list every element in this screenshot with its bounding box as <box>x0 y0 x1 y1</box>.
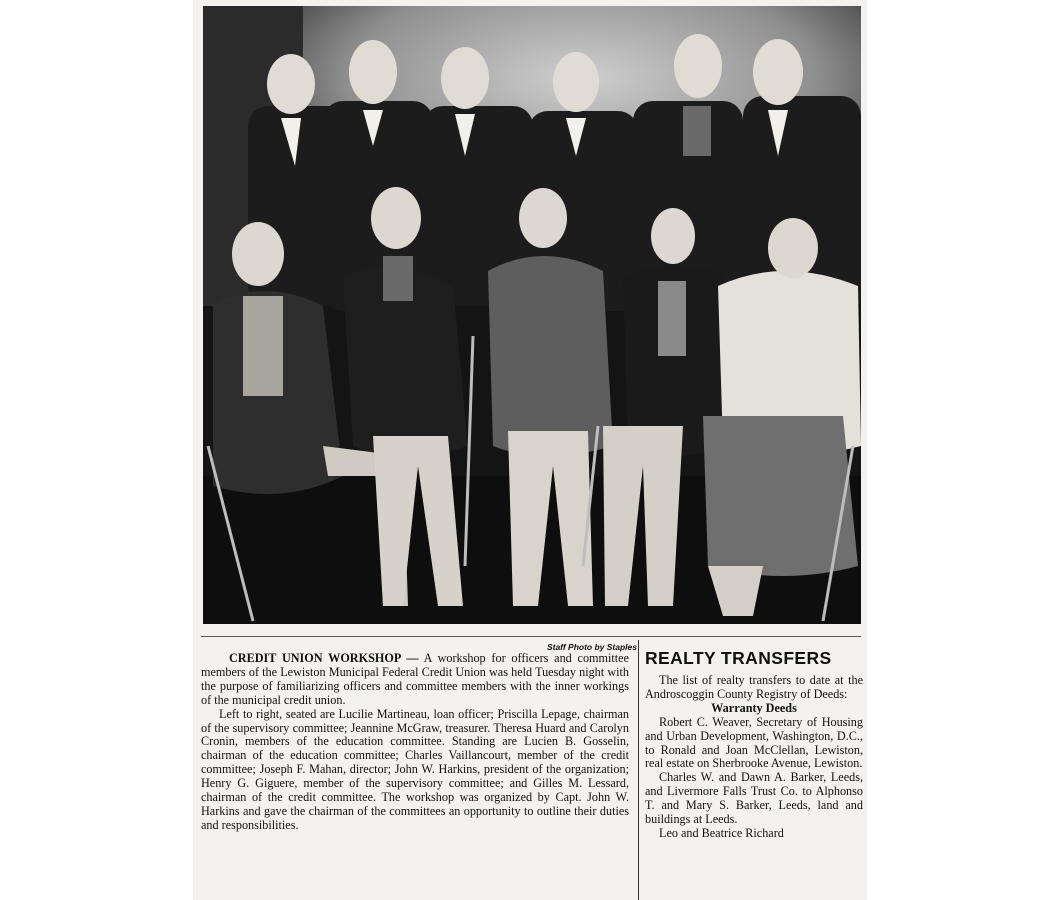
article-lead <box>201 652 629 708</box>
realty-entry: Charles W. and Dawn A. Barker, Leeds, and Livermore Falls Trust Co. to Alphonso T. and Mary S. Barker, Leeds, land and buildings at Leeds. <box>645 770 863 827</box>
realty-entry: Robert C. Weaver, Secretary of Housing and Urban Development, Washington, D.C., to Ronald and Joan McClellan, Lewiston, real estate on Sherbrooke Avenue, Lewiston. <box>645 714 863 771</box>
article-column <box>201 652 629 833</box>
photo-credit: Staff Photo by Staples <box>546 642 637 652</box>
caption-rule <box>201 636 861 637</box>
realty-title: REALTY TRANSFERS <box>645 648 832 668</box>
article-lead-text: A workshop for officers and committee members of the Lewiston Municipal Federal Credit Union was held Tuesday night with the purpose of familiarizing officers and committee members with the inner workings of the municipal credit union. <box>201 651 629 707</box>
article-body: Left to right, seated are Lucilie Martineau, loan officer; Priscilla Lepage, chairman of the supervisory committee; Jeannine McGraw, treasurer. Theresa Huard and Carolyn Cronin, members of the education committee. Standing are Lucien B. Gosselin, chairman of the education committee; Charles Vaillancourt, member of the credit committee; Joseph F. Mahan, director; John W. Harkins, president of the organization; Henry G. Giguere, member of the supervisory committee; and Gilles M. Lessard, chairman of the credit committee. The workshop was organized by Capt. John W. Harkins and gave the chairman of the committees an opportunity to outline their duties and responsibilities. <box>201 706 629 832</box>
column-divider <box>638 640 639 900</box>
article-headline: CREDIT UNION WORKSHOP — <box>229 651 419 665</box>
newspaper-clipping <box>193 0 867 900</box>
realty-entry: Leo and Beatrice Richard <box>659 825 784 840</box>
realty-intro: The list of realty transfers to date at the Androscoggin County Registry of Deeds: <box>645 673 863 701</box>
group-photo-illustration <box>203 6 861 624</box>
group-photo <box>203 6 861 624</box>
realty-subhead: Warranty Deeds <box>711 700 797 715</box>
realty-column <box>645 648 863 841</box>
